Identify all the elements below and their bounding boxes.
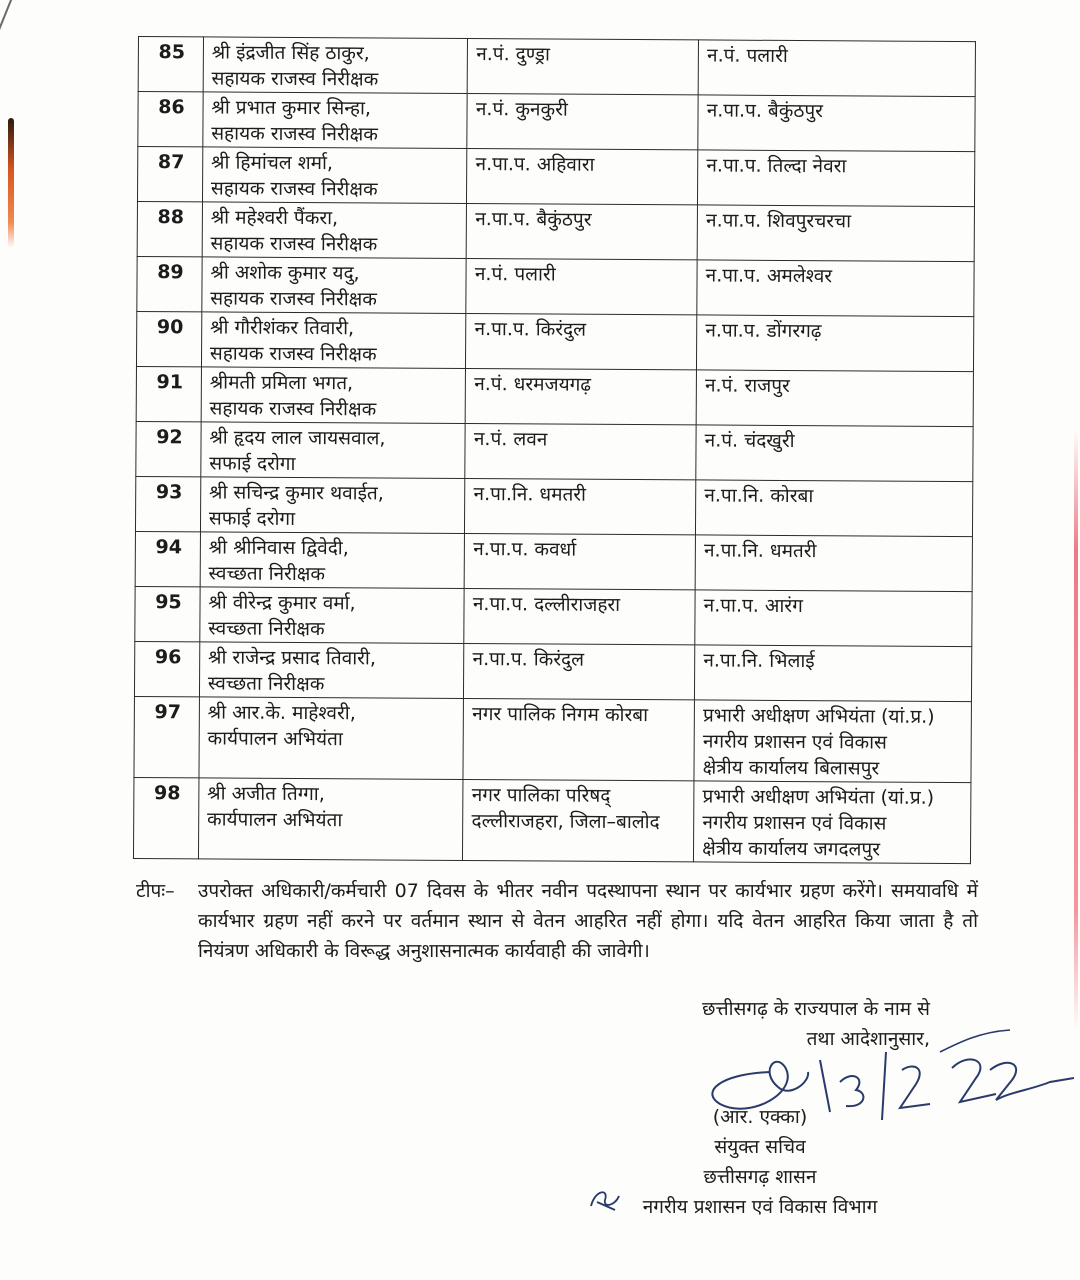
cell-line: स्वच्छता निरीक्षक — [208, 562, 326, 586]
new-posting-cell — [695, 535, 972, 592]
cell-line: सफाई दरोगा — [208, 507, 296, 530]
new-posting-cell — [697, 315, 974, 372]
cell-line: श्री हृदय लाल जायसवाल, — [209, 426, 386, 450]
cell-line: न.पा.प. किरंदुल — [474, 318, 587, 341]
employee-name-cell — [198, 778, 463, 861]
signatory-name: (आर. एक्का) — [712, 1106, 808, 1128]
serial-number-cell: 96 — [134, 641, 199, 696]
current-posting-cell — [463, 699, 694, 781]
employee-name-cell — [202, 257, 467, 314]
cell-line: न.पं. राजपुर — [704, 374, 790, 397]
cell-line: न.पं. कुनकुरी — [475, 98, 568, 121]
cell-line: श्री सचिन्द्र कुमार थवाईत, — [208, 481, 384, 505]
cell-line: दल्लीराजहरा, जिला–बालोद — [471, 810, 660, 834]
serial-number-cell: 92 — [136, 421, 201, 476]
table-row — [136, 311, 973, 371]
current-posting-cell — [463, 780, 694, 862]
cell-line: न.पा.प. अमलेश्वर — [705, 264, 833, 288]
current-posting-cell — [464, 534, 695, 590]
employee-name-cell — [199, 697, 464, 780]
page-edge-line — [0, 0, 16, 121]
cell-line: सहायक राजस्व निरीक्षक — [211, 67, 379, 91]
cell-line: न.पा.प. किरंदुल — [472, 648, 585, 671]
cell-line: न.पा.प. बैकुंठपुर — [475, 208, 592, 231]
current-posting-cell — [467, 149, 698, 205]
table-row — [133, 777, 970, 863]
serial-number-cell: 86 — [138, 92, 203, 147]
cell-line: स्वच्छता निरीक्षक — [208, 617, 325, 641]
cell-line: क्षेत्रीय कार्यालय बिलासपुर — [702, 756, 880, 780]
cell-line: सफाई दरोगा — [209, 452, 296, 475]
employee-name-cell — [200, 477, 465, 534]
cell-line: कार्यपालन अभियंता — [206, 808, 343, 832]
table-row — [138, 37, 975, 97]
signatory-block — [610, 1102, 910, 1222]
serial-number-cell: 91 — [136, 366, 201, 421]
new-posting-cell — [696, 425, 973, 482]
cell-line: न.पा.प. बैकुंठपुर — [706, 99, 824, 123]
cell-line: न.पा.नि. कोरबा — [704, 484, 814, 508]
employee-name-cell — [201, 367, 466, 424]
transfer-table — [133, 36, 976, 864]
new-posting-cell — [698, 40, 975, 97]
cell-line: न.पा.प. दल्लीराजहरा — [472, 593, 621, 616]
cell-line: कार्यपालन अभियंता — [207, 727, 343, 751]
serial-number-cell: 87 — [137, 147, 202, 202]
page-right-mark — [1074, 430, 1078, 1030]
new-posting-cell — [694, 700, 971, 783]
new-posting-cell — [696, 480, 973, 537]
serial-number-cell: 95 — [135, 586, 200, 641]
signatory-department: नगरीय प्रशासन एवं विकास विभाग — [642, 1196, 878, 1218]
table-row — [135, 476, 972, 536]
current-posting-cell — [464, 589, 695, 645]
cell-line: न.पा.नि. भिलाई — [703, 649, 815, 673]
table-row — [134, 641, 971, 701]
current-posting-cell — [465, 369, 696, 425]
current-posting-cell — [464, 644, 695, 700]
new-posting-cell — [695, 645, 972, 702]
cell-line: क्षेत्रीय कार्यालय जगदलपुर — [702, 837, 881, 861]
closing-line-1: छत्तीसगढ़ के राज्यपाल के नाम से — [702, 998, 930, 1020]
serial-number-cell: 85 — [138, 37, 203, 92]
current-posting-cell — [468, 39, 699, 95]
employee-name-cell — [199, 642, 464, 699]
cell-line: न.पा.प. तिल्दा नेवरा — [706, 154, 847, 178]
new-posting-cell — [694, 781, 971, 864]
cell-line: सहायक राजस्व निरीक्षक — [209, 342, 377, 366]
table-row — [137, 201, 974, 261]
new-posting-cell — [697, 205, 974, 262]
current-posting-cell — [465, 479, 696, 535]
employee-name-cell — [201, 312, 466, 369]
cell-line: न.पं. पलारी — [474, 263, 556, 286]
cell-line: सहायक राजस्व निरीक्षक — [211, 122, 378, 146]
new-posting-cell — [697, 260, 974, 317]
cell-line: श्री श्रीनिवास द्विवेदी, — [208, 536, 349, 560]
table-row — [136, 366, 973, 426]
serial-number-cell: 94 — [135, 531, 200, 586]
cell-line: श्री अजीत तिग्गा, — [207, 782, 325, 806]
new-posting-cell — [695, 590, 972, 647]
page-edge-mark — [8, 118, 14, 248]
cell-line: न.पं. दुण्ड्रा — [476, 43, 550, 66]
employee-name-cell — [202, 202, 467, 259]
table-row — [137, 256, 974, 316]
cell-line: श्री प्रभात कुमार सिन्हा, — [211, 96, 372, 120]
employee-name-cell — [200, 587, 465, 644]
note-text: उपरोक्त अधिकारी/कर्मचारी 07 दिवस के भीतर नवीन पदस्थापना स्थान पर कार्यभार ग्रहण करेंगे। समयावधि में कार्यभार ग्रहण नहीं करने पर वर्तमान स्थान से वेतन आहरित नहीं होगा। यदि वेतन आहरित किया जाता है तो नियंत्रण अधिकारी के विरूद्ध अनुशासनात्मक कार्यवाही की जावेगी। — [198, 880, 978, 962]
current-posting-cell — [467, 204, 698, 260]
cell-line: न.पं. चंदखुरी — [704, 429, 795, 453]
cell-line: श्री गौरीशंकर तिवारी, — [209, 316, 355, 340]
new-posting-cell — [698, 95, 975, 152]
cell-line: प्रभारी अधीक्षण अभियंता (यां.प्र.) — [702, 704, 935, 728]
cell-line: न.पा.प. अहिवारा — [475, 153, 595, 176]
cell-line: सहायक राजस्व निरीक्षक — [210, 177, 378, 201]
new-posting-cell — [696, 370, 973, 427]
initials-mark — [585, 1184, 625, 1214]
cell-line: श्रीमती प्रमिला भगत, — [209, 371, 354, 395]
closing-line-2: तथा आदेशानुसार, — [806, 1028, 930, 1050]
cell-line: श्री वीरेन्द्र कुमार वर्मा, — [208, 591, 356, 615]
current-posting-cell — [466, 259, 697, 315]
cell-line: नगरीय प्रशासन एवं विकास — [702, 811, 887, 835]
serial-number-cell: 98 — [133, 777, 198, 858]
cell-line: न.पं. लवन — [473, 428, 548, 451]
employee-name-cell — [200, 532, 465, 589]
table-row — [135, 531, 972, 591]
current-posting-cell — [466, 314, 697, 370]
table-row — [134, 696, 971, 782]
cell-line: स्वच्छता निरीक्षक — [207, 672, 325, 696]
cell-line: न.पा.प. डोंगरगढ़ — [705, 319, 822, 343]
note-label: टीपः– — [136, 880, 175, 902]
cell-line: सहायक राजस्व निरीक्षक — [209, 397, 377, 421]
cell-line: श्री राजेन्द्र प्रसाद तिवारी, — [207, 646, 376, 670]
cell-line: नगरीय प्रशासन एवं विकास — [702, 730, 887, 754]
cell-line: न.पा.प. आरंग — [703, 594, 803, 618]
cell-line: न.पा.नि. धमतरी — [473, 483, 587, 506]
serial-number-cell: 90 — [136, 311, 201, 366]
cell-line: न.पं. धरमजयगढ़ — [474, 373, 592, 396]
cell-line: श्री आर.के. माहेश्वरी, — [207, 701, 356, 725]
serial-number-cell: 93 — [135, 476, 200, 531]
cell-line: श्री महेश्वरी पैंकरा, — [210, 206, 339, 230]
serial-number-cell: 89 — [137, 256, 202, 311]
cell-line: नगर पालिका परिषद् — [471, 784, 611, 807]
table-row — [137, 147, 974, 207]
cell-line: न.पा.प. शिवपुरचरचा — [705, 209, 852, 233]
cell-line: न.पं. पलारी — [706, 44, 788, 67]
current-posting-cell — [465, 424, 696, 480]
current-posting-cell — [467, 94, 698, 150]
cell-line: श्री अशोक कुमार यदु, — [210, 261, 360, 285]
signatory-government: छत्तीसगढ़ शासन — [703, 1166, 817, 1188]
employee-name-cell — [201, 422, 466, 479]
employee-name-cell — [203, 37, 468, 94]
employee-name-cell — [203, 92, 468, 149]
cell-line: श्री इंद्रजीत सिंह ठाकुर, — [211, 41, 370, 65]
cell-line: न.पा.नि. धमतरी — [703, 539, 817, 563]
serial-number-cell: 88 — [137, 201, 202, 256]
table-row — [138, 92, 975, 152]
note-section — [136, 876, 978, 966]
new-posting-cell — [698, 150, 975, 207]
cell-line: श्री हिमांचल शर्मा, — [211, 151, 334, 175]
transfer-table-body — [133, 37, 975, 864]
serial-number-cell: 97 — [134, 696, 199, 777]
cell-line: नगर पालिक निगम कोरबा — [472, 703, 649, 727]
cell-line: न.पा.प. कवर्धा — [473, 538, 577, 561]
cell-line: सहायक राजस्व निरीक्षक — [210, 232, 378, 256]
cell-line: सहायक राजस्व निरीक्षक — [210, 287, 377, 311]
cell-line: प्रभारी अधीक्षण अभियंता (यां.प्र.) — [702, 785, 935, 809]
table-row — [136, 421, 973, 481]
employee-name-cell — [202, 147, 467, 204]
signatory-designation: संयुक्त सचिव — [714, 1136, 806, 1158]
table-row — [135, 586, 972, 646]
